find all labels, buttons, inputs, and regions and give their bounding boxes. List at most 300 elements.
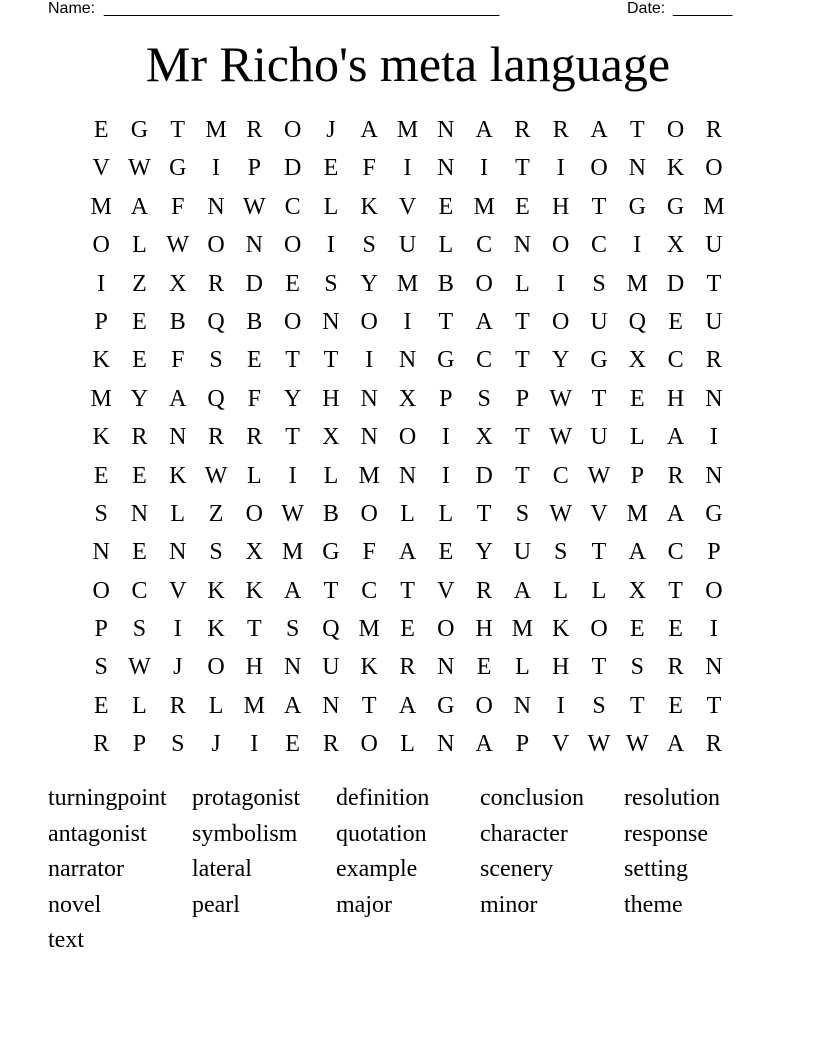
grid-letter[interactable]: N (628, 155, 646, 182)
grid-letter[interactable]: S (324, 270, 338, 297)
grid-letter[interactable]: C (591, 232, 608, 259)
grid-letter[interactable]: U (590, 308, 608, 335)
grid-letter[interactable]: T (515, 308, 530, 335)
grid-letter[interactable]: S (94, 654, 108, 681)
grid-letter[interactable]: I (212, 155, 221, 182)
grid-letter[interactable]: G (666, 193, 685, 220)
grid-letter[interactable]: R (208, 424, 225, 451)
grid-row (82, 610, 733, 648)
grid-letter[interactable]: N (705, 654, 723, 681)
grid-letter[interactable]: O (437, 616, 455, 643)
grid-letter[interactable]: U (322, 654, 340, 681)
grid-letter[interactable]: A (360, 117, 378, 143)
grid-letter[interactable]: M (396, 117, 419, 143)
grid-letter[interactable]: A (475, 117, 493, 143)
grid-letter[interactable]: G (705, 500, 723, 527)
grid-letter[interactable]: K (666, 155, 685, 182)
grid-letter[interactable]: I (441, 462, 450, 489)
grid-letter[interactable]: Y (360, 270, 378, 297)
grid-letter[interactable]: W (587, 731, 611, 758)
grid-letter[interactable]: M (396, 270, 419, 297)
grid-letter[interactable]: U (590, 424, 608, 451)
grid-letter[interactable]: T (515, 155, 530, 182)
grid-letter[interactable]: V (437, 577, 455, 604)
grid-letter[interactable]: R (93, 731, 110, 758)
grid-letter[interactable]: N (207, 193, 225, 220)
grid-letter[interactable]: E (668, 308, 683, 335)
grid-letter[interactable]: O (283, 308, 302, 335)
grid-letter[interactable]: S (171, 731, 185, 758)
grid-letter[interactable]: P (515, 385, 530, 412)
grid-letter[interactable]: Q (628, 308, 646, 335)
grid-letter[interactable]: J (173, 654, 183, 681)
grid-letter[interactable]: R (667, 654, 684, 681)
grid-letter[interactable]: H (475, 616, 493, 643)
grid-letter[interactable]: I (633, 232, 642, 259)
grid-letter[interactable]: Q (207, 385, 225, 412)
grid-letter[interactable]: E (285, 731, 300, 758)
grid-letter[interactable]: T (438, 308, 454, 335)
grid-letter[interactable]: F (362, 539, 376, 566)
grid-letter[interactable]: W (587, 462, 611, 489)
grid-letter[interactable]: S (94, 500, 108, 527)
grid-letter[interactable]: R (514, 117, 531, 143)
grid-letter[interactable]: L (515, 654, 530, 681)
grid-letter[interactable]: N (398, 347, 417, 374)
grid-letter[interactable]: T (668, 577, 683, 604)
grid-letter[interactable]: S (630, 654, 644, 681)
grid-letter[interactable]: F (362, 155, 376, 182)
grid-letter[interactable]: Z (132, 270, 147, 297)
grid-letter[interactable]: U (513, 539, 532, 566)
grid-letter[interactable]: U (705, 308, 723, 335)
grid-letter[interactable]: M (90, 193, 112, 220)
grid-letter[interactable]: O (590, 616, 608, 643)
grid-letter[interactable]: X (169, 270, 187, 297)
grid-letter[interactable]: W (549, 424, 573, 451)
grid-letter[interactable]: R (705, 347, 722, 374)
grid-row (82, 533, 733, 571)
grid-letter[interactable]: R (246, 424, 263, 451)
grid-letter[interactable]: A (475, 731, 493, 758)
grid-letter[interactable]: S (285, 616, 300, 643)
grid-letter[interactable]: P (247, 155, 262, 182)
grid-letter[interactable]: M (358, 616, 380, 643)
grid-letter[interactable]: L (400, 500, 415, 527)
grid-letter[interactable]: N (513, 232, 532, 259)
grid-letter[interactable]: W (128, 654, 151, 681)
grid-letter[interactable]: K (92, 424, 110, 451)
grid-letter[interactable]: E (400, 616, 415, 643)
grid-letter[interactable]: K (207, 616, 225, 643)
grid-letter[interactable]: E (132, 462, 147, 489)
grid-letter[interactable]: O (666, 117, 685, 143)
grid-letter[interactable]: O (705, 577, 723, 604)
grid-letter[interactable]: L (208, 692, 224, 719)
grid-letter[interactable]: L (247, 462, 262, 489)
grid-letter[interactable]: L (170, 500, 186, 527)
grid-letter[interactable]: S (592, 270, 606, 297)
grid-letter[interactable]: I (709, 424, 718, 451)
grid-row (82, 648, 733, 686)
grid-letter[interactable]: R (208, 270, 225, 297)
grid-letter[interactable]: Q (322, 616, 340, 643)
grid-letter[interactable]: T (476, 500, 492, 527)
grid-letter[interactable]: U (705, 232, 723, 259)
grid-letter[interactable]: X (245, 539, 263, 566)
grid-letter[interactable]: B (322, 500, 339, 527)
grid-letter[interactable]: O (92, 577, 110, 604)
grid-letter[interactable]: T (515, 424, 530, 451)
grid-letter[interactable]: L (323, 193, 339, 220)
grid-letter[interactable]: M (358, 462, 380, 489)
grid-letter[interactable]: W (549, 385, 573, 412)
grid-letter[interactable]: S (132, 616, 147, 643)
grid-letter[interactable]: E (515, 193, 530, 220)
grid-letter[interactable]: L (438, 232, 454, 259)
grid-letter[interactable]: N (437, 731, 455, 758)
grid-letter[interactable]: T (591, 654, 607, 681)
grid-letter[interactable]: T (515, 462, 530, 489)
grid-letter[interactable]: A (666, 500, 685, 527)
grid-letter[interactable]: G (437, 347, 455, 374)
grid-letter[interactable]: F (171, 347, 185, 374)
grid-letter[interactable]: G (322, 539, 340, 566)
grid-letter[interactable]: H (552, 654, 570, 681)
grid-letter[interactable]: J (211, 731, 221, 758)
grid-letter[interactable]: Y (283, 385, 302, 412)
grid-letter[interactable]: R (322, 731, 339, 758)
grid-letter[interactable]: M (626, 270, 648, 297)
grid-letter[interactable]: R (705, 731, 722, 758)
grid-letter[interactable]: B (169, 308, 186, 335)
grid-letter[interactable]: I (480, 155, 489, 182)
grid-letter[interactable]: E (323, 155, 339, 182)
grid-letter[interactable]: Y (552, 347, 570, 374)
grid-letter[interactable]: L (438, 500, 454, 527)
grid-letter[interactable]: M (281, 539, 304, 566)
grid-letter[interactable]: H (245, 654, 263, 681)
grid-letter[interactable]: O (360, 308, 378, 335)
grid-letter[interactable]: K (360, 654, 378, 681)
grid-letter[interactable]: U (398, 232, 417, 259)
grid-letter[interactable]: O (207, 232, 225, 259)
grid-letter[interactable]: N (169, 539, 187, 566)
grid-letter[interactable]: A (398, 692, 417, 719)
grid-letter[interactable]: R (705, 117, 722, 143)
grid-letter[interactable]: R (246, 117, 263, 143)
page-title: Mr Richo's meta language (145, 36, 671, 92)
grid-letter[interactable]: S (515, 500, 530, 527)
grid-letter[interactable]: F (247, 385, 262, 412)
grid-letter[interactable]: A (666, 424, 685, 451)
grid-letter[interactable]: E (668, 692, 683, 719)
grid-letter[interactable]: N (92, 539, 110, 566)
grid-letter[interactable]: J (326, 117, 336, 143)
grid-letter[interactable]: L (132, 232, 147, 259)
grid-letter[interactable]: T (400, 577, 415, 604)
grid-letter[interactable]: L (591, 577, 607, 604)
grid-letter[interactable]: G (628, 193, 646, 220)
grid-letter[interactable]: W (281, 500, 304, 527)
grid-letter[interactable]: X (322, 424, 340, 451)
date-field[interactable]: _______ (673, 0, 732, 17)
grid-letter[interactable]: O (475, 270, 493, 297)
grid-letter[interactable]: C (552, 462, 569, 489)
grid-letter[interactable]: E (629, 385, 645, 412)
grid-letter[interactable]: E (132, 308, 147, 335)
grid-letter[interactable]: X (666, 232, 685, 259)
grid-letter[interactable]: E (438, 193, 454, 220)
grid-letter[interactable]: T (591, 385, 607, 412)
grid-letter[interactable]: A (628, 539, 646, 566)
grid-letter[interactable]: M (703, 193, 725, 220)
grid-letter[interactable]: S (477, 385, 491, 412)
grid-letter[interactable]: M (511, 616, 534, 643)
word-list-item: setting (624, 856, 688, 883)
grid-letter[interactable]: K (552, 616, 570, 643)
grid-letter[interactable]: C (131, 577, 148, 604)
grid-letter[interactable]: E (668, 616, 683, 643)
grid-letter[interactable]: S (554, 539, 568, 566)
grid-letter[interactable]: P (439, 385, 453, 412)
grid-letter[interactable]: V (169, 577, 187, 604)
grid-letter[interactable]: I (403, 308, 412, 335)
grid-letter[interactable]: L (553, 577, 569, 604)
grid-letter[interactable]: T (515, 347, 530, 374)
grid-letter[interactable]: N (245, 232, 263, 259)
grid-letter[interactable]: W (166, 232, 190, 259)
grid-letter[interactable]: A (283, 577, 302, 604)
grid-letter[interactable]: O (705, 155, 723, 182)
grid-letter[interactable]: E (476, 654, 492, 681)
grid-letter[interactable]: A (169, 385, 187, 412)
grid-letter[interactable]: K (169, 462, 187, 489)
grid-letter[interactable]: E (132, 347, 147, 374)
grid-letter[interactable]: E (438, 539, 454, 566)
grid-letter[interactable]: N (437, 155, 455, 182)
grid-letter[interactable]: I (556, 155, 565, 182)
grid-letter[interactable]: P (94, 308, 108, 335)
grid-letter[interactable]: I (326, 232, 335, 259)
grid-letter[interactable]: C (284, 193, 301, 220)
grid-letter[interactable]: E (132, 539, 147, 566)
grid-letter[interactable]: S (592, 692, 606, 719)
grid-letter[interactable]: O (360, 500, 378, 527)
grid-letter[interactable]: K (92, 347, 110, 374)
grid-row (82, 572, 733, 610)
grid-letter[interactable]: Y (475, 539, 493, 566)
grid-letter[interactable]: A (398, 539, 417, 566)
grid-letter[interactable]: M (473, 193, 495, 220)
grid-letter[interactable]: C (667, 539, 684, 566)
grid-letter[interactable]: C (476, 347, 493, 374)
grid-letter[interactable]: T (706, 270, 722, 297)
grid-letter[interactable]: T (323, 347, 339, 374)
grid-letter[interactable]: A (475, 308, 493, 335)
grid-letter[interactable]: V (552, 731, 570, 758)
grid-letter[interactable]: O (92, 232, 110, 259)
grid-letter[interactable]: K (245, 577, 263, 604)
grid-letter[interactable]: E (247, 347, 262, 374)
grid-letter[interactable]: L (323, 462, 339, 489)
grid-letter[interactable]: D (245, 270, 263, 297)
grid-letter[interactable]: T (629, 117, 645, 143)
grid-letter[interactable]: I (403, 155, 412, 182)
grid-letter[interactable]: O (590, 155, 608, 182)
grid-letter[interactable]: K (360, 193, 378, 220)
grid-letter[interactable]: I (556, 692, 565, 719)
grid-letter[interactable]: N (360, 424, 378, 451)
grid-letter[interactable]: R (131, 424, 148, 451)
grid-letter[interactable]: Z (208, 500, 224, 527)
grid-letter[interactable]: W (625, 731, 649, 758)
grid-letter[interactable]: O (552, 308, 570, 335)
grid-letter[interactable]: T (706, 692, 722, 719)
grid-letter[interactable]: W (204, 462, 228, 489)
grid-letter[interactable]: N (283, 654, 302, 681)
grid-letter[interactable]: I (556, 270, 565, 297)
grid-letter[interactable]: N (705, 462, 723, 489)
word-list-item: theme (624, 891, 683, 918)
grid-letter[interactable]: V (398, 193, 417, 220)
grid-letter[interactable]: G (130, 117, 149, 143)
grid-letter[interactable]: T (629, 692, 645, 719)
grid-letter[interactable]: E (629, 616, 645, 643)
grid-letter[interactable]: I (250, 731, 259, 758)
grid-letter[interactable]: N (705, 385, 723, 412)
grid-letter[interactable]: S (209, 539, 223, 566)
grid-letter[interactable]: R (667, 462, 684, 489)
grid-letter[interactable]: O (283, 232, 302, 259)
grid-letter[interactable]: I (709, 616, 718, 643)
grid-letter[interactable]: W (549, 500, 573, 527)
grid-letter[interactable]: S (209, 347, 223, 374)
grid-letter[interactable]: N (360, 385, 378, 412)
grid-letter[interactable]: P (132, 731, 147, 758)
grid-letter[interactable]: R (399, 654, 416, 681)
grid-letter[interactable]: C (361, 577, 378, 604)
grid-letter[interactable]: F (171, 193, 185, 220)
grid-letter[interactable]: X (628, 577, 646, 604)
name-field[interactable]: _______________________________________________ (104, 0, 499, 17)
grid-row (82, 111, 733, 149)
grid-letter[interactable]: R (169, 692, 186, 719)
grid-letter[interactable]: T (285, 424, 300, 451)
grid-letter[interactable]: T (170, 117, 186, 143)
grid-letter[interactable]: I (288, 462, 297, 489)
grid-letter[interactable]: S (362, 232, 376, 259)
grid-letter[interactable]: W (128, 155, 151, 182)
grid-letter[interactable]: H (552, 193, 570, 220)
grid-letter[interactable]: P (94, 616, 108, 643)
grid-letter[interactable]: X (475, 424, 493, 451)
grid-letter[interactable]: V (92, 155, 110, 182)
grid-letter[interactable]: B (437, 270, 454, 297)
grid-letter[interactable]: D (283, 155, 302, 182)
grid-letter[interactable]: L (515, 270, 530, 297)
grid-letter[interactable]: D (475, 462, 493, 489)
grid-letter[interactable]: N (322, 308, 340, 335)
grid-letter[interactable]: T (323, 577, 339, 604)
grid-letter[interactable]: T (591, 193, 607, 220)
grid-letter[interactable]: N (437, 654, 455, 681)
grid-letter[interactable]: A (590, 117, 608, 143)
grid-letter[interactable]: L (132, 692, 147, 719)
grid-letter[interactable]: N (437, 117, 455, 143)
grid-letter[interactable]: B (246, 308, 263, 335)
grid-letter[interactable]: M (90, 385, 112, 412)
grid-letter[interactable]: T (361, 692, 377, 719)
grid-letter[interactable]: M (205, 117, 227, 143)
grid-letter[interactable]: O (283, 117, 302, 143)
grid-letter[interactable]: O (552, 232, 570, 259)
grid-letter[interactable]: A (283, 692, 302, 719)
word-list-item: quotation (336, 820, 427, 847)
grid-letter[interactable]: I (365, 347, 374, 374)
grid-letter[interactable]: E (93, 117, 109, 143)
grid-letter[interactable]: I (97, 270, 106, 297)
grid-letter[interactable]: Y (130, 385, 149, 412)
grid-letter[interactable]: V (590, 500, 608, 527)
grid-letter[interactable]: W (243, 193, 266, 220)
grid-letter[interactable]: O (398, 424, 417, 451)
grid-letter[interactable]: T (591, 539, 607, 566)
grid-letter[interactable]: M (243, 692, 265, 719)
grid-letter[interactable]: O (207, 654, 225, 681)
grid-letter[interactable]: T (247, 616, 262, 643)
grid-letter[interactable]: I (441, 424, 450, 451)
grid-letter[interactable]: N (398, 462, 417, 489)
grid-letter[interactable]: E (93, 692, 109, 719)
grid-letter[interactable]: G (437, 692, 455, 719)
grid-letter[interactable]: T (285, 347, 300, 374)
grid-letter[interactable]: Q (207, 308, 225, 335)
grid-letter[interactable]: P (707, 539, 721, 566)
grid-letter[interactable]: O (360, 731, 378, 758)
grid-letter[interactable]: R (552, 117, 569, 143)
grid-letter[interactable]: I (173, 616, 182, 643)
grid-letter[interactable]: E (285, 270, 300, 297)
grid-letter[interactable]: N (513, 692, 532, 719)
grid-letter[interactable]: P (630, 462, 644, 489)
grid-letter[interactable]: K (207, 577, 225, 604)
grid-letter[interactable]: A (513, 577, 532, 604)
grid-letter[interactable]: P (515, 731, 530, 758)
grid-letter[interactable]: O (475, 692, 493, 719)
grid-letter[interactable]: N (130, 500, 149, 527)
grid-letter[interactable]: G (590, 347, 608, 374)
grid-letter[interactable]: M (626, 500, 648, 527)
grid-letter[interactable]: G (169, 155, 187, 182)
grid-letter[interactable]: N (169, 424, 187, 451)
grid-letter[interactable]: N (322, 692, 340, 719)
grid-letter[interactable]: E (93, 462, 109, 489)
grid-letter[interactable]: A (130, 193, 149, 220)
grid-letter[interactable]: C (476, 232, 493, 259)
grid-letter[interactable]: C (667, 347, 684, 374)
grid-letter[interactable]: H (666, 385, 685, 412)
grid-letter[interactable]: X (398, 385, 417, 412)
grid-letter[interactable]: D (666, 270, 685, 297)
grid-letter[interactable]: L (400, 731, 415, 758)
grid-letter[interactable]: X (628, 347, 646, 374)
grid-letter[interactable]: R (476, 577, 493, 604)
grid-letter[interactable]: L (629, 424, 645, 451)
grid-letter[interactable]: H (322, 385, 340, 412)
grid-letter[interactable]: A (666, 731, 685, 758)
grid-letter[interactable]: O (245, 500, 263, 527)
